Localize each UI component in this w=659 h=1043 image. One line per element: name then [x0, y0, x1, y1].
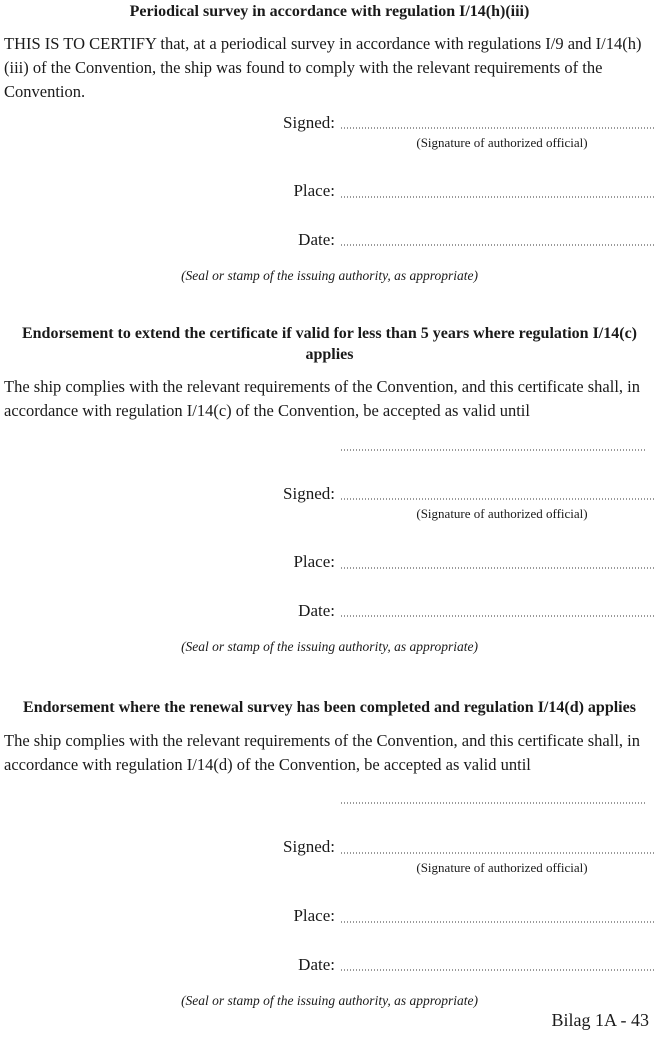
- signature-line: [341, 498, 655, 500]
- date-row: [4, 230, 655, 250]
- signature-caption-wrap: [347, 134, 657, 152]
- valid-until-line: [341, 802, 646, 804]
- date-line: [341, 615, 655, 617]
- signature-line: [341, 852, 655, 854]
- signature-block: [4, 484, 655, 656]
- signed-row: [4, 837, 655, 857]
- place-row: [4, 906, 655, 926]
- place-line: [341, 921, 655, 923]
- signed-label: Signed:: [283, 112, 335, 132]
- section-heading: Endorsement where the renewal survey has been completed and regulation I/14(d) applies: [23, 699, 636, 717]
- place-row: [4, 552, 655, 572]
- signed-row: [4, 113, 655, 133]
- date-label: Date:: [298, 954, 335, 974]
- place-label: Place:: [293, 552, 335, 572]
- signature-caption: (Signature of authorized official): [416, 506, 588, 522]
- signed-label: Signed:: [283, 837, 335, 857]
- place-line: [341, 567, 655, 569]
- section-periodical-survey: [4, 2, 655, 284]
- place-label: Place:: [293, 905, 335, 925]
- section-heading: Endorsement to extend the certificate if valid for less than 5 years where regulation I/14(c) applies: [21, 325, 637, 363]
- date-label: Date:: [298, 229, 335, 249]
- seal-note: (Seal or stamp of the issuing authority, as appropriate): [181, 268, 478, 284]
- valid-until-line: [341, 449, 646, 451]
- signed-label: Signed:: [283, 483, 335, 503]
- signature-caption-wrap: [347, 859, 657, 877]
- date-line: [341, 244, 655, 246]
- signature-line: [341, 127, 655, 129]
- section-endorsement-renewal: [4, 698, 655, 1009]
- date-row: [4, 601, 655, 621]
- place-row: [4, 181, 655, 201]
- section-endorsement-extend: [4, 324, 655, 655]
- place-line: [341, 196, 655, 198]
- place-label: Place:: [293, 181, 335, 201]
- signature-caption-wrap: [347, 505, 657, 523]
- section-body: The ship complies with the relevant requirements of the Convention, and this certificate shall, in accordance with regulation I/14(d) of the Convention, be accepted as valid until: [4, 730, 640, 774]
- section-body: THIS IS TO CERTIFY that, at a periodical survey in accordance with regulations I/9 and I/14(h)(iii) of the Convention, the ship was found to comply with the relevant requirements of the Convention.: [4, 34, 642, 101]
- signature-block: [4, 837, 655, 1009]
- seal-note: (Seal or stamp of the issuing authority, as appropriate): [181, 639, 478, 655]
- date-row: [4, 955, 655, 975]
- signature-caption: (Signature of authorized official): [416, 859, 588, 875]
- seal-note: (Seal or stamp of the issuing authority, as appropriate): [181, 993, 478, 1009]
- date-line: [341, 969, 655, 971]
- signature-block: [4, 113, 655, 285]
- date-label: Date:: [298, 600, 335, 620]
- signed-row: [4, 484, 655, 504]
- signature-caption: (Signature of authorized official): [416, 135, 588, 151]
- section-body: The ship complies with the relevant requirements of the Convention, and this certificate shall, in accordance with regulation I/14(c) of the Convention, be accepted as valid until: [4, 377, 640, 421]
- section-heading: Periodical survey in accordance with regulation I/14(h)(iii): [129, 3, 530, 20]
- page-number: Bilag 1A - 43: [551, 1010, 649, 1030]
